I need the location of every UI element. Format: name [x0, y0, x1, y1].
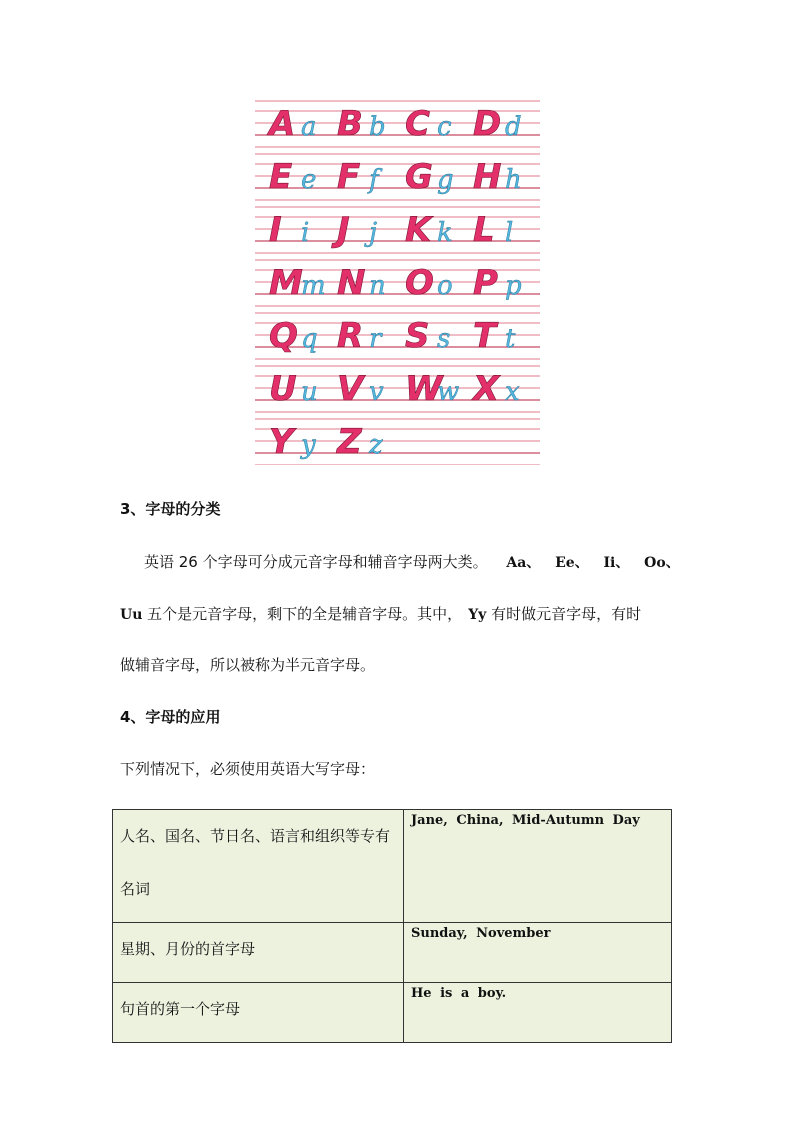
- uppercase-letter: L: [473, 210, 495, 250]
- lowercase-letter: i: [301, 218, 310, 248]
- uppercase-letter: F: [337, 157, 361, 197]
- uppercase-letter: E: [269, 157, 293, 197]
- lowercase-letter: c: [437, 112, 452, 142]
- lowercase-letter: s: [437, 324, 451, 354]
- lowercase-letter: r: [369, 324, 382, 354]
- vowel-ee: Ee、: [555, 555, 589, 571]
- section-4-intro: 下列情况下，必须使用英语大写字母：: [120, 760, 376, 778]
- lowercase-letter: x: [505, 377, 520, 407]
- rule-cell: 人名、国名、节日名、语言和组织等专有名词: [113, 810, 404, 923]
- section-3-heading: 3、字母的分类: [120, 500, 221, 518]
- vowel-aa: Aa、: [506, 555, 541, 571]
- uppercase-letter: N: [337, 263, 366, 303]
- lowercase-letter: n: [369, 271, 386, 301]
- uppercase-letter: C: [405, 104, 430, 144]
- example-cell: Jane, China, Mid-Autumn Day: [404, 810, 672, 923]
- uppercase-letter: M: [269, 263, 303, 303]
- semi-vowel-text: 有时做元音字母，有时: [491, 605, 642, 623]
- lowercase-letter: o: [437, 271, 453, 301]
- example-cell: Sunday, November: [404, 923, 672, 983]
- uppercase-letter: O: [405, 263, 434, 303]
- vowel-uu: Uu: [120, 607, 143, 623]
- vowel-oo: Oo、: [644, 555, 680, 571]
- table-row: [113, 810, 672, 923]
- table-row: [113, 923, 672, 983]
- lowercase-letter: l: [505, 218, 514, 248]
- lowercase-letter: v: [369, 377, 384, 407]
- uppercase-letter: Z: [337, 422, 362, 462]
- uppercase-letter: D: [473, 104, 502, 144]
- lowercase-letter: g: [437, 165, 454, 195]
- uppercase-letter: K: [405, 210, 432, 250]
- uppercase-letter: G: [405, 157, 433, 197]
- uppercase-letter: T: [473, 316, 497, 356]
- uppercase-letter: H: [473, 157, 502, 197]
- uppercase-letter: W: [405, 369, 443, 409]
- capitalization-rules-table: [112, 809, 672, 1043]
- lowercase-letter: m: [301, 271, 326, 301]
- example-cell: He is a boy.: [404, 983, 672, 1043]
- section-3-line-3: 做辅音字母，所以被称为半元音字母。: [120, 656, 376, 674]
- lowercase-letter: a: [301, 112, 317, 142]
- uppercase-letter: P: [473, 263, 498, 303]
- lowercase-letter: z: [369, 430, 383, 460]
- uppercase-letter: B: [337, 104, 363, 144]
- lowercase-letter: d: [505, 112, 522, 142]
- rule-cell: 星期、月份的首字母: [113, 923, 404, 983]
- uppercase-letter: X: [473, 369, 500, 409]
- uppercase-letter: A: [269, 104, 296, 144]
- uppercase-letter: I: [269, 210, 282, 250]
- lowercase-letter: f: [369, 165, 379, 195]
- lowercase-letter: k: [437, 218, 453, 248]
- table-row: [113, 983, 672, 1043]
- uppercase-letter: J: [337, 210, 350, 250]
- semi-vowel-yy: Yy: [468, 607, 487, 623]
- lowercase-letter: p: [505, 271, 522, 301]
- lowercase-letter: w: [437, 377, 460, 407]
- lowercase-letter: u: [301, 377, 318, 407]
- section-3-line-2: [120, 603, 680, 624]
- vowel-ii: Ii、: [603, 555, 630, 571]
- lowercase-letter: y: [301, 430, 316, 460]
- lowercase-letter: e: [301, 165, 317, 195]
- uppercase-letter: U: [269, 369, 297, 409]
- alphabet-handwriting-chart: [255, 97, 540, 465]
- lowercase-letter: h: [505, 165, 522, 195]
- lowercase-letter: q: [301, 324, 318, 354]
- vowel-intro-text: 英语 26 个字母可分成元音字母和辅音字母两大类。: [144, 553, 488, 571]
- section-4-heading: 4、字母的应用: [120, 708, 221, 726]
- vowel-count-text: 五个是元音字母，剩下的全是辅音字母。其中，: [147, 605, 463, 623]
- uppercase-letter: S: [405, 316, 430, 356]
- section-3-line-1: [144, 551, 704, 572]
- uppercase-letter: R: [337, 316, 364, 356]
- uppercase-letter: Q: [269, 316, 298, 356]
- rule-cell: 句首的第一个字母: [113, 983, 404, 1043]
- uppercase-letter: V: [337, 369, 364, 409]
- lowercase-letter: b: [369, 112, 386, 142]
- uppercase-letter: Y: [269, 422, 294, 462]
- lowercase-letter: j: [369, 218, 378, 248]
- lowercase-letter: t: [505, 324, 516, 354]
